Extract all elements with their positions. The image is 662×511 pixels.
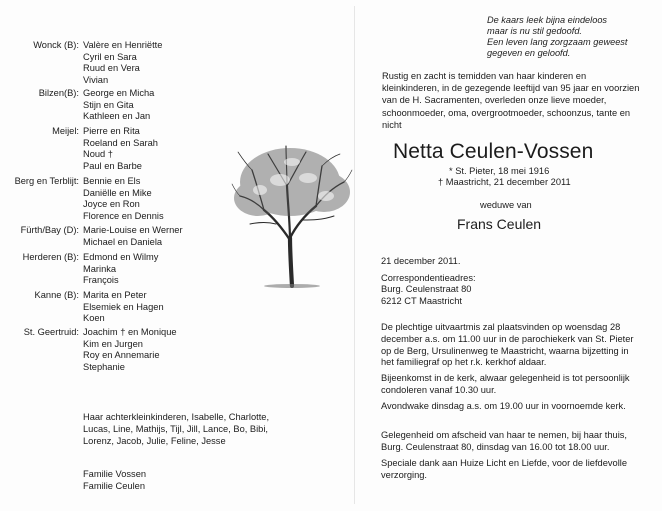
family-names <box>83 252 158 287</box>
family-member: Kathleen en Jan <box>83 111 151 122</box>
family-place: Wonck (B): <box>33 40 79 50</box>
address-city: 6212 CT Maastricht <box>381 295 462 306</box>
farewell-paragraph: Gelegenheid om afscheid van haar te nemen, bij haar thuis, Burg. Ceulenstraat 80, dinsdag van 16.00 tot 18.00 uur. <box>381 430 628 452</box>
family-member: Cyril en Sara <box>83 51 137 62</box>
address-label: Correspondentieadres: <box>381 273 476 283</box>
family-names <box>83 290 164 325</box>
poem-line: gegeven en geloofd. <box>487 48 571 58</box>
address-street: Burg. Ceulenstraat 80 <box>381 284 472 295</box>
poem-line: De kaars leek bijna eindeloos <box>487 15 608 25</box>
family-member: Elsemiek en Hagen <box>83 301 164 312</box>
family-member: Bennie en Els <box>83 176 141 186</box>
family-place: Berg en Terblijt: <box>14 176 79 186</box>
family-member: Stijn en Gita <box>83 99 134 110</box>
family-member: Joachim † en Monique <box>83 327 177 337</box>
family-place: Bilzen(B): <box>38 88 79 98</box>
notice-date: 21 december 2011. <box>381 256 461 266</box>
family-place: St. Geertruid: <box>23 327 79 337</box>
family-member: Vivian <box>83 75 109 86</box>
poem-line: maar is nu stil gedoofd. <box>487 26 582 36</box>
poem-line: Een leven lang zorgzaam geweest <box>487 37 628 47</box>
intro-text: Rustig en zacht is temidden van haar kinderen en kleinkinderen, in de gezegende leeftijd van 95 jaar en voorzien van de H. Sacramenten, overleden onze lieve moeder, schoonmoeder, oma, overgrootmoeder, schoonzus, tante en nicht <box>382 71 640 130</box>
correspondence-address <box>381 273 476 307</box>
family-names <box>83 327 177 374</box>
family-place: Kanne (B): <box>34 290 79 300</box>
family-names <box>83 225 183 248</box>
family-place: Fürth/Bay (D): <box>20 225 79 235</box>
family-member: Marinka <box>83 263 117 274</box>
family-member: Valère en Henriëtte <box>83 40 163 50</box>
family-names <box>83 40 162 87</box>
family-member: Pierre en Rita <box>83 126 140 136</box>
family-name: Familie Ceulen <box>83 481 146 491</box>
life-dates <box>438 166 571 189</box>
center-fold <box>354 6 355 504</box>
family-place: Herderen (B): <box>22 252 79 262</box>
tree-illustration <box>230 140 354 288</box>
family-member: Michael en Daniela <box>83 236 163 247</box>
thanks-paragraph: Speciale dank aan Huize Licht en Liefde, voor de liefdevolle verzorging. <box>381 458 628 480</box>
family-member: Daniëlle en Mike <box>83 187 152 198</box>
family-member: Joyce en Ron <box>83 199 140 210</box>
family-member: Ruud en Vera <box>83 63 140 74</box>
family-member: François <box>83 275 119 286</box>
poem <box>487 15 627 59</box>
great-grandchildren: Haar achterkleinkinderen, Isabelle, Charlotte, Lucas, Line, Mathijs, Tijl, Jill, Lance, Bo, Bibi, Lorenz, Jacob, Julie, Feline, Jesse <box>83 412 270 446</box>
family-member: Paul en Barbe <box>83 161 142 172</box>
death-date: † Maastricht, 21 december 2011 <box>438 177 571 188</box>
family-member: Koen <box>83 313 105 324</box>
family-names <box>83 88 154 123</box>
family-member: Roy en Annemarie <box>83 350 160 361</box>
gathering-paragraph: Bijeenkomst in de kerk, alwaar gelegenheid is tot persoonlijk condoleren vanaf 10.30 uur. <box>381 373 630 395</box>
family-member: Marita en Peter <box>83 290 147 300</box>
vigil-paragraph: Avondwake dinsdag a.s. om 19.00 uur in voornoemde kerk. <box>381 401 626 411</box>
family-member: Noud † <box>83 149 113 160</box>
funeral-mass-paragraph: De plechtige uitvaartmis zal plaatsvinden op woensdag 28 december a.s. om 11.00 uur in de parochiekerk van St. Pieter op de Berg, Ursulinenweg te Maastricht, waarna bijzetting in het familiegraf op het r.k. kerkhof aldaar. <box>381 322 634 368</box>
family-names <box>83 176 164 223</box>
family-member: Florence en Dennis <box>83 211 164 222</box>
family-member: Edmond en Wilmy <box>83 252 159 262</box>
family-member: Kim en Jurgen <box>83 338 143 349</box>
family-member: Roeland en Sarah <box>83 137 158 148</box>
family-member: George en Micha <box>83 88 155 98</box>
spouse-name: Frans Ceulen <box>457 216 542 232</box>
family-place: Meijel: <box>52 126 79 136</box>
birth-date: * St. Pieter, 18 mei 1916 <box>449 166 550 176</box>
family-signatures <box>83 468 146 492</box>
family-names <box>83 126 158 173</box>
family-member: Marie-Louise en Werner <box>83 225 183 235</box>
deceased-name: Netta Ceulen-Vossen <box>393 140 594 163</box>
family-member: Stephanie <box>83 362 125 373</box>
family-name: Familie Vossen <box>83 469 147 479</box>
widow-of-label: weduwe van <box>480 200 532 210</box>
